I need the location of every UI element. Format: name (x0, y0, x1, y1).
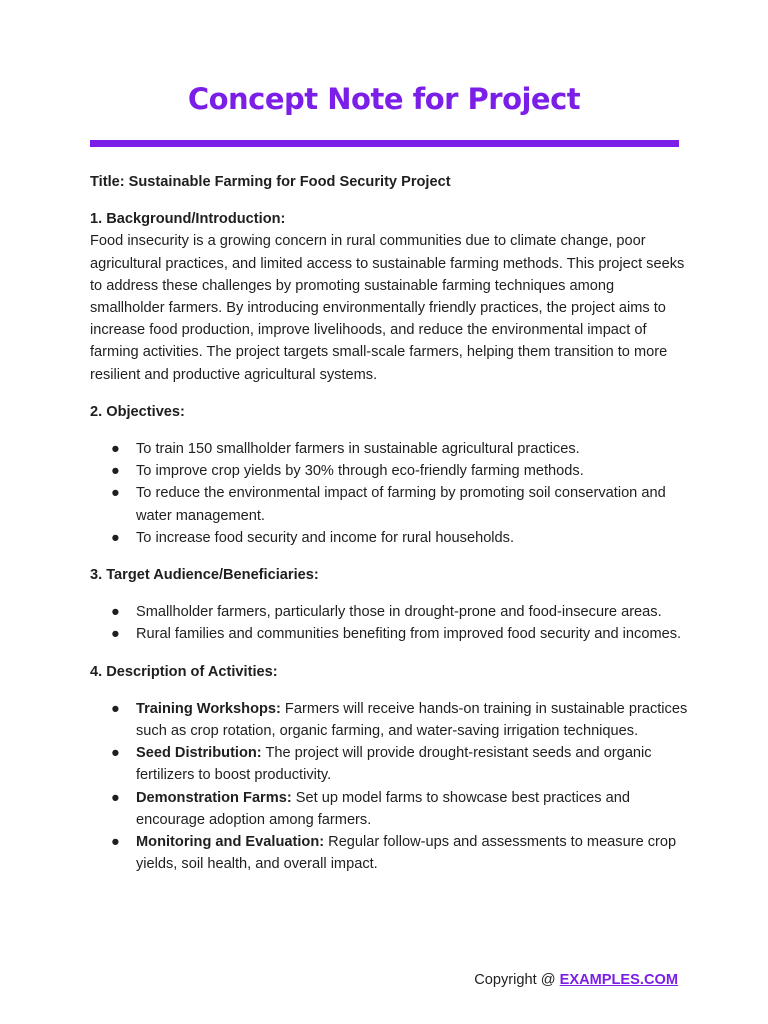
activity-label: Demonstration Farms: (136, 789, 292, 806)
bullet-icon: ● (111, 626, 120, 643)
bullet-icon: ● (111, 604, 120, 621)
objectives-list (90, 438, 690, 549)
section-objectives (90, 401, 690, 549)
activity-text: Farmers will receive hands-on training in sustainable practices such as crop rotation, organic farming, and water-saving irrigation techniques. (136, 700, 688, 740)
document-body (90, 171, 690, 875)
section-heading: 1. Background/Introduction: (90, 211, 286, 228)
list-item-text: To reduce the environmental impact of farming by promoting soil conservation and water management. (136, 485, 666, 524)
list-item (90, 742, 690, 786)
activity-text: Set up model farms to showcase best practices and encourage adoption among farmers. (136, 789, 630, 828)
list-item-text: To improve crop yields by 30% through eco-friendly farming methods. (136, 463, 584, 480)
list-item (90, 438, 690, 460)
bullet-icon: ● (111, 441, 120, 458)
list-item (90, 623, 690, 645)
list-item (90, 482, 690, 526)
list-item-text: Rural families and communities benefiting from improved food security and incomes. (136, 626, 682, 643)
activity-label: Seed Distribution: (136, 745, 262, 762)
bullet-icon: ● (111, 834, 120, 851)
audience-list (90, 601, 690, 645)
list-item (90, 698, 690, 742)
bullet-icon: ● (111, 745, 120, 762)
section-audience (90, 564, 690, 646)
activity-label: Training Workshops: (136, 700, 281, 717)
activity-label: Monitoring and Evaluation: (136, 834, 325, 851)
list-item (90, 601, 690, 623)
activity-text: Regular follow-ups and assessments to measure crop yields, soil health, and overall impact. (136, 834, 677, 873)
section-heading: 2. Objectives: (90, 403, 185, 420)
section-activities (90, 661, 690, 876)
bullet-icon: ● (111, 463, 120, 480)
bullet-icon: ● (111, 485, 120, 502)
list-item-text: Smallholder farmers, particularly those in drought-prone and food-insecure areas. (136, 604, 662, 621)
list-item-text: To train 150 smallholder farmers in sustainable agricultural practices. (136, 441, 580, 458)
project-title: Title: Sustainable Farming for Food Security Project (90, 174, 451, 190)
list-item (90, 460, 690, 482)
section-paragraph: Food insecurity is a growing concern in rural communities due to climate change, poor agricultural practices, and limited access to sustainable farming methods. This project seeks to address these challenges by promoting sustainable farming techniques among smallholder farmers. By introducing environmentally friendly practices, the project aims to increase food production, improve livelihoods, and reduce the environmental impact of farming activities. The project targets small-scale farmers, helping them transition to more resilient and productive agricultural systems. (90, 233, 685, 383)
footer-copyright (474, 972, 678, 988)
section-heading: 3. Target Audience/Beneficiaries: (90, 567, 319, 584)
list-item (90, 787, 690, 831)
list-item (90, 831, 690, 875)
bullet-icon: ● (111, 700, 120, 717)
examples-link[interactable]: EXAMPLES.COM (559, 972, 678, 988)
activities-list (90, 698, 690, 876)
activity-text: The project will provide drought-resistant seeds and organic fertilizers to boost productivity. (136, 745, 652, 784)
page-title: Concept Note for Project (187, 82, 581, 116)
list-item-text: To increase food security and income for rural households. (136, 529, 515, 546)
copyright-text: Copyright @ (474, 972, 560, 988)
list-item (90, 527, 690, 549)
section-background (90, 208, 690, 386)
bullet-icon: ● (111, 789, 120, 806)
title-divider (90, 140, 679, 147)
section-heading: 4. Description of Activities: (90, 663, 278, 680)
bullet-icon: ● (111, 529, 120, 546)
